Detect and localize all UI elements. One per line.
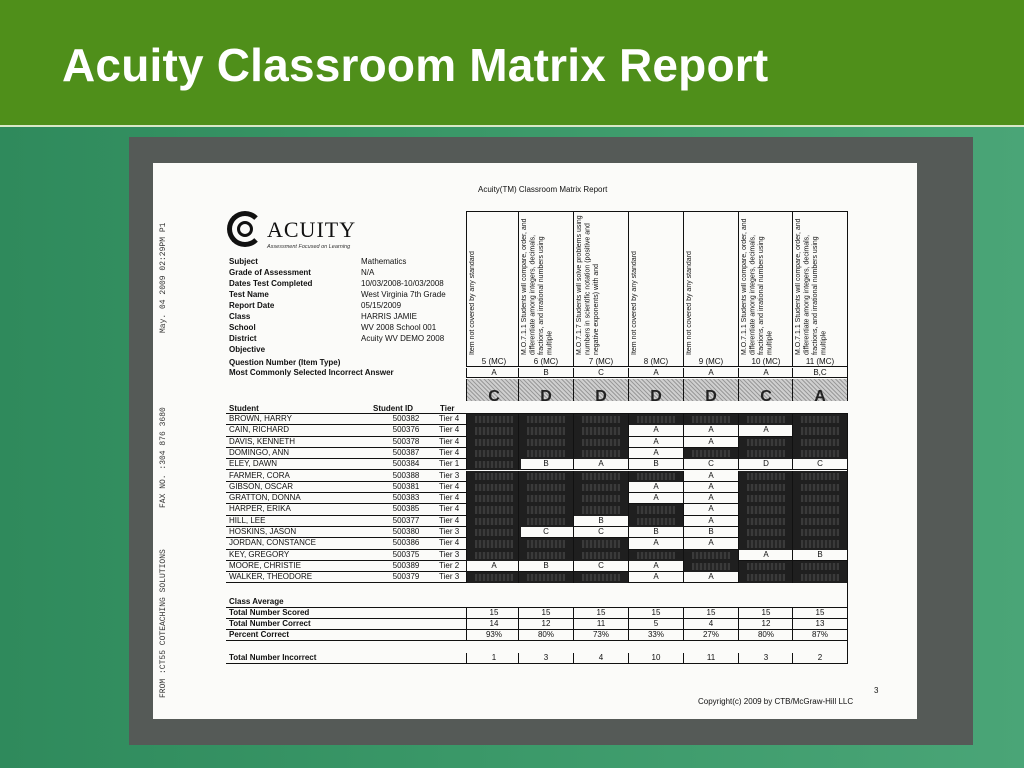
column-header-tier: Tier [440,404,455,413]
correct-answer-cell [683,561,738,572]
student-tier: Tier 2 [439,560,460,570]
correct-answer-cell [518,471,573,482]
student-tier: Tier 4 [439,493,460,503]
student-name: KEY, GREGORY [229,549,290,559]
correct-answer-cell [738,504,793,515]
summary-row [226,608,847,619]
student-tier: Tier 3 [439,527,460,536]
incorrect-answer-cell: A [683,471,738,482]
item-incorrect-answer: C [573,368,628,378]
correct-answer-cell [573,414,628,425]
student-name: BROWN, HARRY [229,414,292,423]
item-header-column [466,211,521,357]
info-label: District [229,334,257,343]
incorrect-answer-cell: A [738,425,793,436]
info-value: West Virginia 7th Grade [361,290,446,299]
correct-answer-cell [573,504,628,515]
correct-answer-cell [573,572,628,583]
incorrect-answer-cell: A [628,425,683,436]
correct-answer-cell [792,414,847,425]
item-incorrect-answer: B,C [792,368,847,378]
incorrect-answer-cell: B [792,550,847,561]
correct-answer-cell [518,538,573,549]
question-number-label: Question Number (Item Type) [229,358,341,367]
correct-answer-cell [738,516,793,527]
incorrect-answer-cell: A [628,493,683,504]
info-row [229,323,466,334]
item-question-number: 11 (MC) [792,357,847,367]
correct-answer-cell [628,516,683,527]
student-tier: Tier 4 [439,436,460,446]
student-name: HARPER, ERIKA [229,504,291,514]
incorrect-answer-cell: A [683,516,738,527]
correct-answer-cell [792,448,847,459]
summary-value: 1 [466,653,521,664]
correct-answer-cell [466,459,521,470]
correct-answer-cell [466,516,521,527]
student-tier: Tier 3 [439,549,460,559]
incorrect-answer-cell: A [683,482,738,493]
correct-answer-cell [518,572,573,583]
correct-answer-cell [518,437,573,448]
correct-answer-cell [738,538,793,549]
incorrect-answer-cell: D [738,459,793,470]
acuity-logo [227,207,397,253]
student-tier: Tier 1 [439,459,460,469]
student-name: GRATTON, DONNA [229,493,301,503]
item-objective: Item not covered by any standard [469,251,476,355]
correct-answer-cell [573,471,628,482]
slide-title: Acuity Classroom Matrix Report [62,39,769,91]
info-label: Test Name [229,290,269,299]
student-id: 500389 [392,560,420,570]
correct-answer-cell [573,538,628,549]
correct-answer-cell [683,448,738,459]
item-header-column [518,211,573,357]
student-tier: Tier 3 [439,470,460,480]
table-row [226,425,847,436]
incorrect-answer-cell: A [628,448,683,459]
incorrect-answer-cell: B [628,527,683,538]
correct-answer-cell [466,425,521,436]
student-id: 500388 [392,470,420,480]
fax-strip-date: May. 04 2009 02:29PM P1 [159,222,168,333]
correct-answer-cell [792,493,847,504]
info-label: Dates Test Completed [229,279,313,288]
student-name: JORDAN, CONSTANCE [229,538,316,548]
correct-answer-cell [738,414,793,425]
table-row [226,459,847,470]
correct-answer-cell [792,572,847,583]
table-row [226,471,847,482]
summary-row [226,597,847,608]
summary-value: 5 [628,619,683,630]
student-name: DOMINGO, ANN [229,447,290,457]
info-label: School [229,323,256,332]
summary-value: 11 [683,653,738,664]
summary-value: 12 [518,619,573,630]
correct-answer-cell [573,482,628,493]
correct-answer-cell [792,527,847,538]
item-answer-key: D [573,379,628,401]
item-objective: M.O.7.1.1 Students will compare, order, and differentiate among integers, decimals, fractions, and irrational numbers using multiple [741,218,774,355]
info-value: WV 2008 School 001 [361,323,437,332]
incorrect-answer-cell: A [683,538,738,549]
incorrect-answer-cell: C [518,527,573,538]
correct-answer-cell [466,448,521,459]
info-label: Report Date [229,301,275,310]
correct-answer-cell [518,504,573,515]
slide-title-bar [0,0,1024,127]
item-answer-key: C [466,379,521,401]
correct-answer-cell [466,504,521,515]
summary-value: 15 [573,608,628,619]
incorrect-answer-cell: A [628,538,683,549]
summary-value: 80% [518,630,573,641]
table-row [226,448,847,459]
summary-value: 27% [683,630,738,641]
correct-answer-cell [738,572,793,583]
correct-answer-cell [466,527,521,538]
student-id: 500386 [392,538,420,548]
correct-answer-cell [466,437,521,448]
table-row [226,516,847,527]
info-row [229,279,466,290]
info-value: HARRIS JAMIE [361,312,418,321]
summary-value: 2 [792,653,847,664]
incorrect-answer-cell: A [683,425,738,436]
correct-answer-cell [683,550,738,561]
item-answer-key: C [738,379,793,401]
header-right-rule [847,211,848,401]
item-objective: M.O.7.1.1 Students will compare, order, and differentiate among integers, decimals, fractions, and irrational numbers using multiple [795,218,828,355]
incorrect-answer-cell: B [518,561,573,572]
item-header-column [683,211,738,357]
column-header-student-id: Student ID [373,404,413,413]
correct-answer-cell [518,448,573,459]
summary-label: Percent Correct [229,630,290,639]
info-value: Mathematics [361,257,407,266]
correct-answer-cell [738,527,793,538]
correct-answer-cell [738,448,793,459]
item-answer-key: D [683,379,738,401]
student-id: 500378 [392,436,420,446]
student-id: 500375 [392,549,420,559]
acuity-logo-inner-icon [237,221,253,237]
correct-answer-cell [792,516,847,527]
item-objective: Item not covered by any standard [631,251,638,355]
incorrect-answer-cell: A [628,561,683,572]
incorrect-answer-cell: B [683,527,738,538]
student-name: CAIN, RICHARD [229,425,290,435]
item-header-column [628,211,683,357]
info-row [229,290,466,301]
report-page [153,163,917,719]
table-row [226,437,847,448]
item-incorrect-answer: A [466,368,521,378]
page-number: 3 [874,686,879,695]
correct-answer-cell [573,437,628,448]
correct-answer-cell [518,493,573,504]
report-title: Acuity(TM) Classroom Matrix Report [478,185,608,194]
student-name: WALKER, THEODORE [229,572,313,582]
item-answer-key: A [792,379,847,401]
item-question-number: 7 (MC) [573,357,628,367]
summary-label: Total Number Correct [229,619,311,628]
incorrect-answer-cell: B [518,459,573,470]
correct-answer-cell [628,504,683,515]
student-tier: Tier 4 [439,425,460,435]
summary-label: Total Number Incorrect [229,653,317,662]
student-tier: Tier 4 [439,481,460,491]
item-incorrect-answer: A [628,368,683,378]
correct-answer-cell [466,493,521,504]
info-row [229,312,466,323]
correct-answer-cell [466,538,521,549]
info-value: Acuity WV DEMO 2008 [361,334,445,343]
correct-answer-cell [792,504,847,515]
incorrect-answer-label: Most Commonly Selected Incorrect Answer [229,368,394,377]
item-question-number: 8 (MC) [628,357,683,367]
fax-strip-from: FROM :CT55 COTEACHING SOLUTIONS [159,549,168,698]
summary-label: Class Average [229,597,284,606]
correct-answer-cell [628,550,683,561]
info-value: 10/03/2008-10/03/2008 [361,279,444,288]
summary-value: 13 [792,619,847,630]
correct-answer-cell [518,425,573,436]
table-right-rule [847,413,848,664]
item-incorrect-answer: B [518,368,573,378]
incorrect-answer-cell: C [683,459,738,470]
correct-answer-cell [738,561,793,572]
incorrect-answer-cell: A [628,482,683,493]
correct-answer-cell [466,414,521,425]
correct-answer-cell [738,482,793,493]
correct-answer-cell [792,425,847,436]
incorrect-answer-cell: B [573,516,628,527]
info-value: 05/15/2009 [361,301,402,310]
item-header-column [738,211,793,357]
correct-answer-cell [466,572,521,583]
item-header-column [573,211,628,357]
correct-answer-cell [573,425,628,436]
incorrect-answer-cell: A [683,437,738,448]
info-label: Objective [229,345,266,354]
summary-value: 15 [792,608,847,619]
item-answer-key: D [518,379,573,401]
item-answer-key: D [628,379,683,401]
summary-value: 4 [683,619,738,630]
summary-value: 12 [738,619,793,630]
table-row [226,527,847,538]
info-value: N/A [361,268,375,277]
info-row [229,345,466,356]
student-name: FARMER, CORA [229,470,290,480]
summary-value: 15 [628,608,683,619]
incorrect-answer-cell: A [683,572,738,583]
item-question-number: 9 (MC) [683,357,738,367]
summary-value: 3 [738,653,793,664]
student-id: 500380 [392,527,420,536]
correct-answer-cell [573,493,628,504]
table-row [226,550,847,561]
summary-value: 87% [792,630,847,641]
info-label: Grade of Assessment [229,268,311,277]
summary-value: 3 [518,653,573,664]
summary-value: 14 [466,619,521,630]
table-row [226,482,847,493]
correct-answer-cell [792,538,847,549]
student-id: 500387 [392,447,420,457]
student-tier: Tier 4 [439,504,460,514]
incorrect-answer-cell: C [573,527,628,538]
acuity-logo-tagline: Assessment Focused on Learning [267,244,351,250]
table-row [226,493,847,504]
item-incorrect-answer: A [683,368,738,378]
correct-answer-cell [466,482,521,493]
correct-answer-cell [738,437,793,448]
header-rule [466,211,847,212]
correct-answer-cell [466,550,521,561]
summary-value: 15 [738,608,793,619]
incorrect-answer-cell: A [573,459,628,470]
table-row [226,538,847,549]
info-row [229,257,466,268]
correct-answer-cell [573,550,628,561]
student-name: ELEY, DAWN [229,459,278,469]
student-tier: Tier 4 [439,414,460,423]
incorrect-answer-cell: A [628,572,683,583]
item-question-number: 10 (MC) [738,357,793,367]
summary-value: 73% [573,630,628,641]
correct-answer-cell [792,471,847,482]
correct-answer-cell [683,414,738,425]
correct-answer-cell [518,414,573,425]
table-row [226,572,847,583]
info-row [229,268,466,279]
incorrect-answer-cell: A [738,550,793,561]
student-id: 500384 [392,459,420,469]
info-row [229,334,466,345]
correct-answer-cell [738,493,793,504]
summary-label: Total Number Scored [229,608,310,617]
summary-value: 10 [628,653,683,664]
info-label: Class [229,312,251,321]
student-tier: Tier 3 [439,572,460,582]
incorrect-answer-cell: B [628,459,683,470]
incorrect-answer-cell: A [628,437,683,448]
column-header-student: Student [229,404,259,413]
table-row [226,414,847,425]
summary-value: 93% [466,630,521,641]
correct-answer-cell [518,516,573,527]
correct-answer-cell [518,482,573,493]
incorrect-answer-cell: A [683,504,738,515]
table-row [226,504,847,515]
table-row [226,561,847,572]
student-id: 500385 [392,504,420,514]
correct-answer-cell [628,471,683,482]
item-objective: Item not covered by any standard [686,251,693,355]
item-objective: M.O.7.1.7 Students will solve problems using numbers in scientific notation (positive and negative exponents) with and [576,215,600,355]
item-header-column [792,211,847,357]
student-id: 500383 [392,493,420,503]
student-tier: Tier 4 [439,538,460,548]
fax-strip-number: FAX NO. :304 876 3680 [159,407,168,508]
copyright-notice: Copyright(c) 2009 by CTB/McGraw-Hill LLC [698,697,854,706]
correct-answer-cell [573,448,628,459]
summary-value: 15 [518,608,573,619]
student-tier: Tier 4 [439,447,460,457]
incorrect-answer-cell: A [683,493,738,504]
info-row [229,301,466,312]
student-tier: Tier 4 [439,515,460,525]
summary-value: 11 [573,619,628,630]
info-label: Subject [229,257,258,266]
correct-answer-cell [792,437,847,448]
item-objective: M.O.7.1.1 Students will compare, order, and differentiate among integers, decimals, fractions, and irrational numbers using multiple [521,218,554,355]
student-id: 500379 [392,572,420,582]
correct-answer-cell [466,471,521,482]
correct-answer-cell [518,550,573,561]
summary-row [226,653,847,664]
correct-answer-cell [792,482,847,493]
student-id: 500376 [392,425,420,435]
summary-value: 33% [628,630,683,641]
summary-row [226,630,847,641]
incorrect-answer-cell: A [466,561,521,572]
summary-value: 15 [683,608,738,619]
correct-answer-cell [738,471,793,482]
item-incorrect-answer: A [738,368,793,378]
incorrect-answer-cell: C [792,459,847,470]
summary-row [226,619,847,630]
summary-value: 80% [738,630,793,641]
student-name: MOORE, CHRISTIE [229,560,302,570]
student-id: 500377 [392,515,420,525]
correct-answer-cell [792,561,847,572]
student-id: 500382 [392,414,420,423]
summary-value: 15 [466,608,521,619]
student-id: 500381 [392,481,420,491]
item-question-number: 5 (MC) [466,357,521,367]
acuity-logo-word: ACUITY [267,217,357,242]
summary-value: 4 [573,653,628,664]
student-name: HILL, LEE [229,515,266,525]
correct-answer-cell [628,414,683,425]
item-question-number: 6 (MC) [518,357,573,367]
student-name: DAVIS, KENNETH [229,436,296,446]
student-name: GIBSON, OSCAR [229,481,294,491]
incorrect-answer-cell: C [573,561,628,572]
student-name: HOSKINS, JASON [229,527,297,536]
